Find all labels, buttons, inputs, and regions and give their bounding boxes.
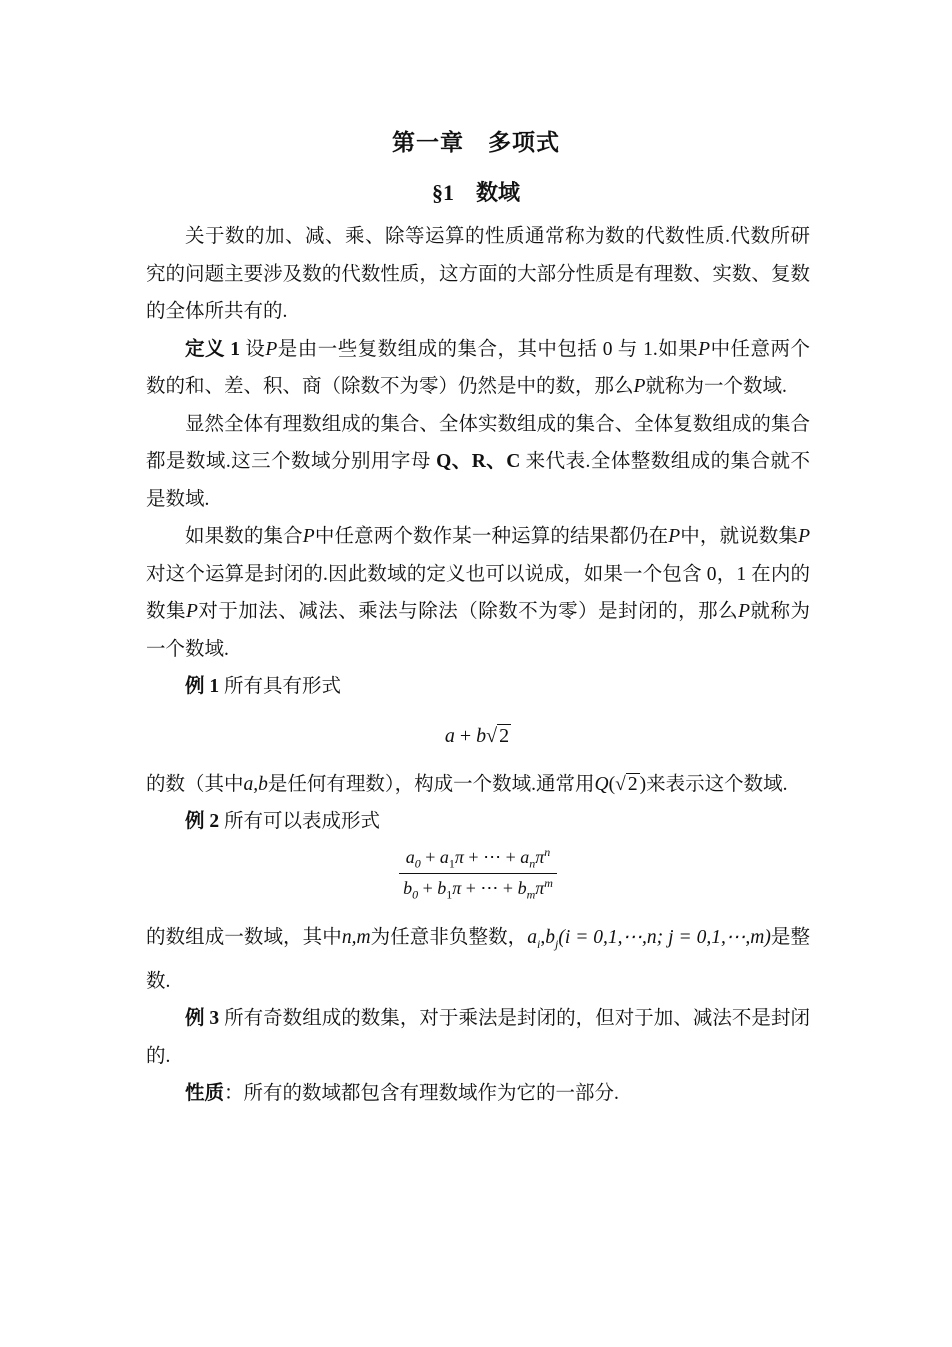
- var-p: P: [265, 338, 278, 360]
- example-1-label: 例 1: [185, 676, 220, 697]
- fraction-denominator: [399, 874, 557, 903]
- closure-text-e: 对于加法、减法、乘法与除法（除数不为零）是封闭的，那么: [197, 601, 739, 622]
- definition-text-d: 就称为一个数域.: [645, 376, 787, 397]
- property-text: ：所有的数域都包含有理数域作为它的一部分.: [224, 1083, 619, 1105]
- operator: +: [420, 846, 440, 867]
- subscript: 1: [448, 856, 455, 871]
- var-p: P: [302, 526, 315, 547]
- operator: + ⋯ +: [463, 846, 521, 867]
- formula-var-b: b: [476, 724, 487, 747]
- closure-text-b: 中任意两个数作某一种运算的结果都仍在: [314, 526, 669, 547]
- definition-label: 定义 1: [185, 338, 241, 360]
- var-a-i: a: [527, 926, 538, 948]
- pi-symbol: π: [535, 878, 545, 899]
- definition-text-b: 是由一些复数组成的集合，其中包括 0 与 1.如果: [277, 338, 699, 360]
- example-2-text: 所有可以表成形式: [219, 811, 381, 832]
- example-3-text: 所有奇数组成的数集，对于乘法是封闭的，但对于加、减法不是封闭的.: [146, 1008, 810, 1067]
- comma: ,: [540, 926, 546, 948]
- example-3: [146, 1000, 810, 1075]
- formula-plus: +: [454, 724, 477, 747]
- example-1-explanation: [146, 766, 810, 804]
- formula-var-a: a: [444, 724, 455, 747]
- chapter-title: 第一章 多项式: [392, 130, 560, 155]
- subscript: 0: [412, 887, 419, 902]
- property-label: 性质: [185, 1083, 225, 1105]
- var-b-j: b: [545, 926, 555, 948]
- sqrt-radicand: 2: [499, 724, 510, 747]
- var-p: P: [185, 601, 198, 622]
- index-condition: (i = 0,1,⋯,n; j = 0,1,⋯,m): [558, 926, 771, 948]
- closure-text-f: 就称为一个数域.: [146, 601, 810, 660]
- pi-symbol: π: [535, 846, 545, 867]
- term: b: [517, 878, 527, 899]
- var-p: P: [633, 376, 646, 397]
- fields-text-b: 来代表.全体整数组成的集合就不是数域.: [146, 451, 810, 510]
- subscript-i: i: [537, 936, 541, 951]
- subscript-j: j: [554, 936, 559, 951]
- var-p: P: [668, 526, 681, 547]
- exponent: n: [544, 844, 551, 859]
- closure-text-d: 对这个运算是封闭的.因此数域的定义也可以说成，如果一个包含 0，1 在内的数集: [146, 563, 810, 622]
- var-n-m: n,m: [341, 926, 371, 948]
- closure-text-c: 中，就说数集: [680, 526, 799, 547]
- definition-text-a: 设: [240, 338, 266, 360]
- example-2-explanation: [146, 919, 810, 1001]
- example-2-text-c: 是整数.: [146, 926, 810, 992]
- var-p: P: [738, 601, 750, 622]
- main-content: [146, 218, 810, 1113]
- paren-open: (: [608, 773, 616, 795]
- fraction-numerator: [399, 845, 557, 875]
- operator: + ⋯ +: [461, 878, 518, 899]
- example-2-text-b: 为任意非负整数，: [370, 926, 528, 948]
- operator: +: [418, 878, 438, 899]
- example-1-text-a: 的数（其中: [146, 773, 244, 795]
- paren-close: ): [639, 773, 647, 795]
- term: b: [403, 878, 413, 899]
- term: a: [405, 846, 415, 867]
- pi-symbol: π: [454, 846, 464, 867]
- closure-text-a: 如果数的集合: [185, 526, 303, 547]
- example-1-heading: [146, 668, 810, 706]
- example-2-heading: [146, 803, 810, 841]
- intro-paragraph: 关于数的加、减、乘、除等运算的性质通常称为数的代数性质.代数所研究的问题主要涉及数的代数性质，这方面的大部分性质是有理数、实数、复数的全体所共有的.: [146, 226, 810, 322]
- var-p: P: [698, 338, 711, 360]
- term: a: [520, 846, 530, 867]
- example-1-text: 所有具有形式: [219, 676, 342, 697]
- fraction: [399, 845, 557, 903]
- property-statement: [146, 1075, 810, 1113]
- closure-paragraph: [146, 518, 810, 668]
- example-3-label: 例 3: [185, 1008, 220, 1030]
- field-letters: Q、R、C: [436, 451, 521, 472]
- var-q: Q: [594, 773, 609, 795]
- exponent: m: [544, 876, 553, 891]
- term: b: [437, 878, 447, 899]
- term: a: [439, 846, 449, 867]
- var-p: P: [798, 526, 810, 547]
- fields-text-a: 显然全体有理数组成的集合、全体实数组成的集合、全体复数组成的集合都是数域.这三个数域分别用字母: [146, 413, 810, 472]
- subscript: n: [529, 856, 536, 871]
- var-a-b: a,b: [243, 773, 268, 795]
- example-2-label: 例 2: [185, 811, 220, 832]
- example-1-text-b: 是任何有理数），构成一个数域.通常用: [267, 773, 595, 795]
- subscript: m: [526, 887, 536, 902]
- sqrt-sign: √: [615, 773, 626, 795]
- subscript: 0: [414, 856, 421, 871]
- example-2-text-a: 的数组成一数域，其中: [146, 926, 342, 948]
- definition-1: [146, 331, 810, 406]
- pi-symbol: π: [452, 878, 462, 899]
- formula-a-plus-b-sqrt2: [146, 706, 810, 766]
- definition-text-c: 中任意两个数的和、差、积、商（除数不为零）仍然是中的数，那么: [146, 338, 810, 397]
- section-title: §1 数域: [431, 180, 520, 205]
- sqrt-radicand: 2: [627, 773, 638, 795]
- formula-fraction: [146, 841, 810, 919]
- subscript: 1: [446, 887, 453, 902]
- standard-fields-paragraph: [146, 406, 810, 519]
- sqrt-sign: √: [486, 724, 498, 747]
- example-1-text-c: 来表示这个数域.: [646, 773, 788, 795]
